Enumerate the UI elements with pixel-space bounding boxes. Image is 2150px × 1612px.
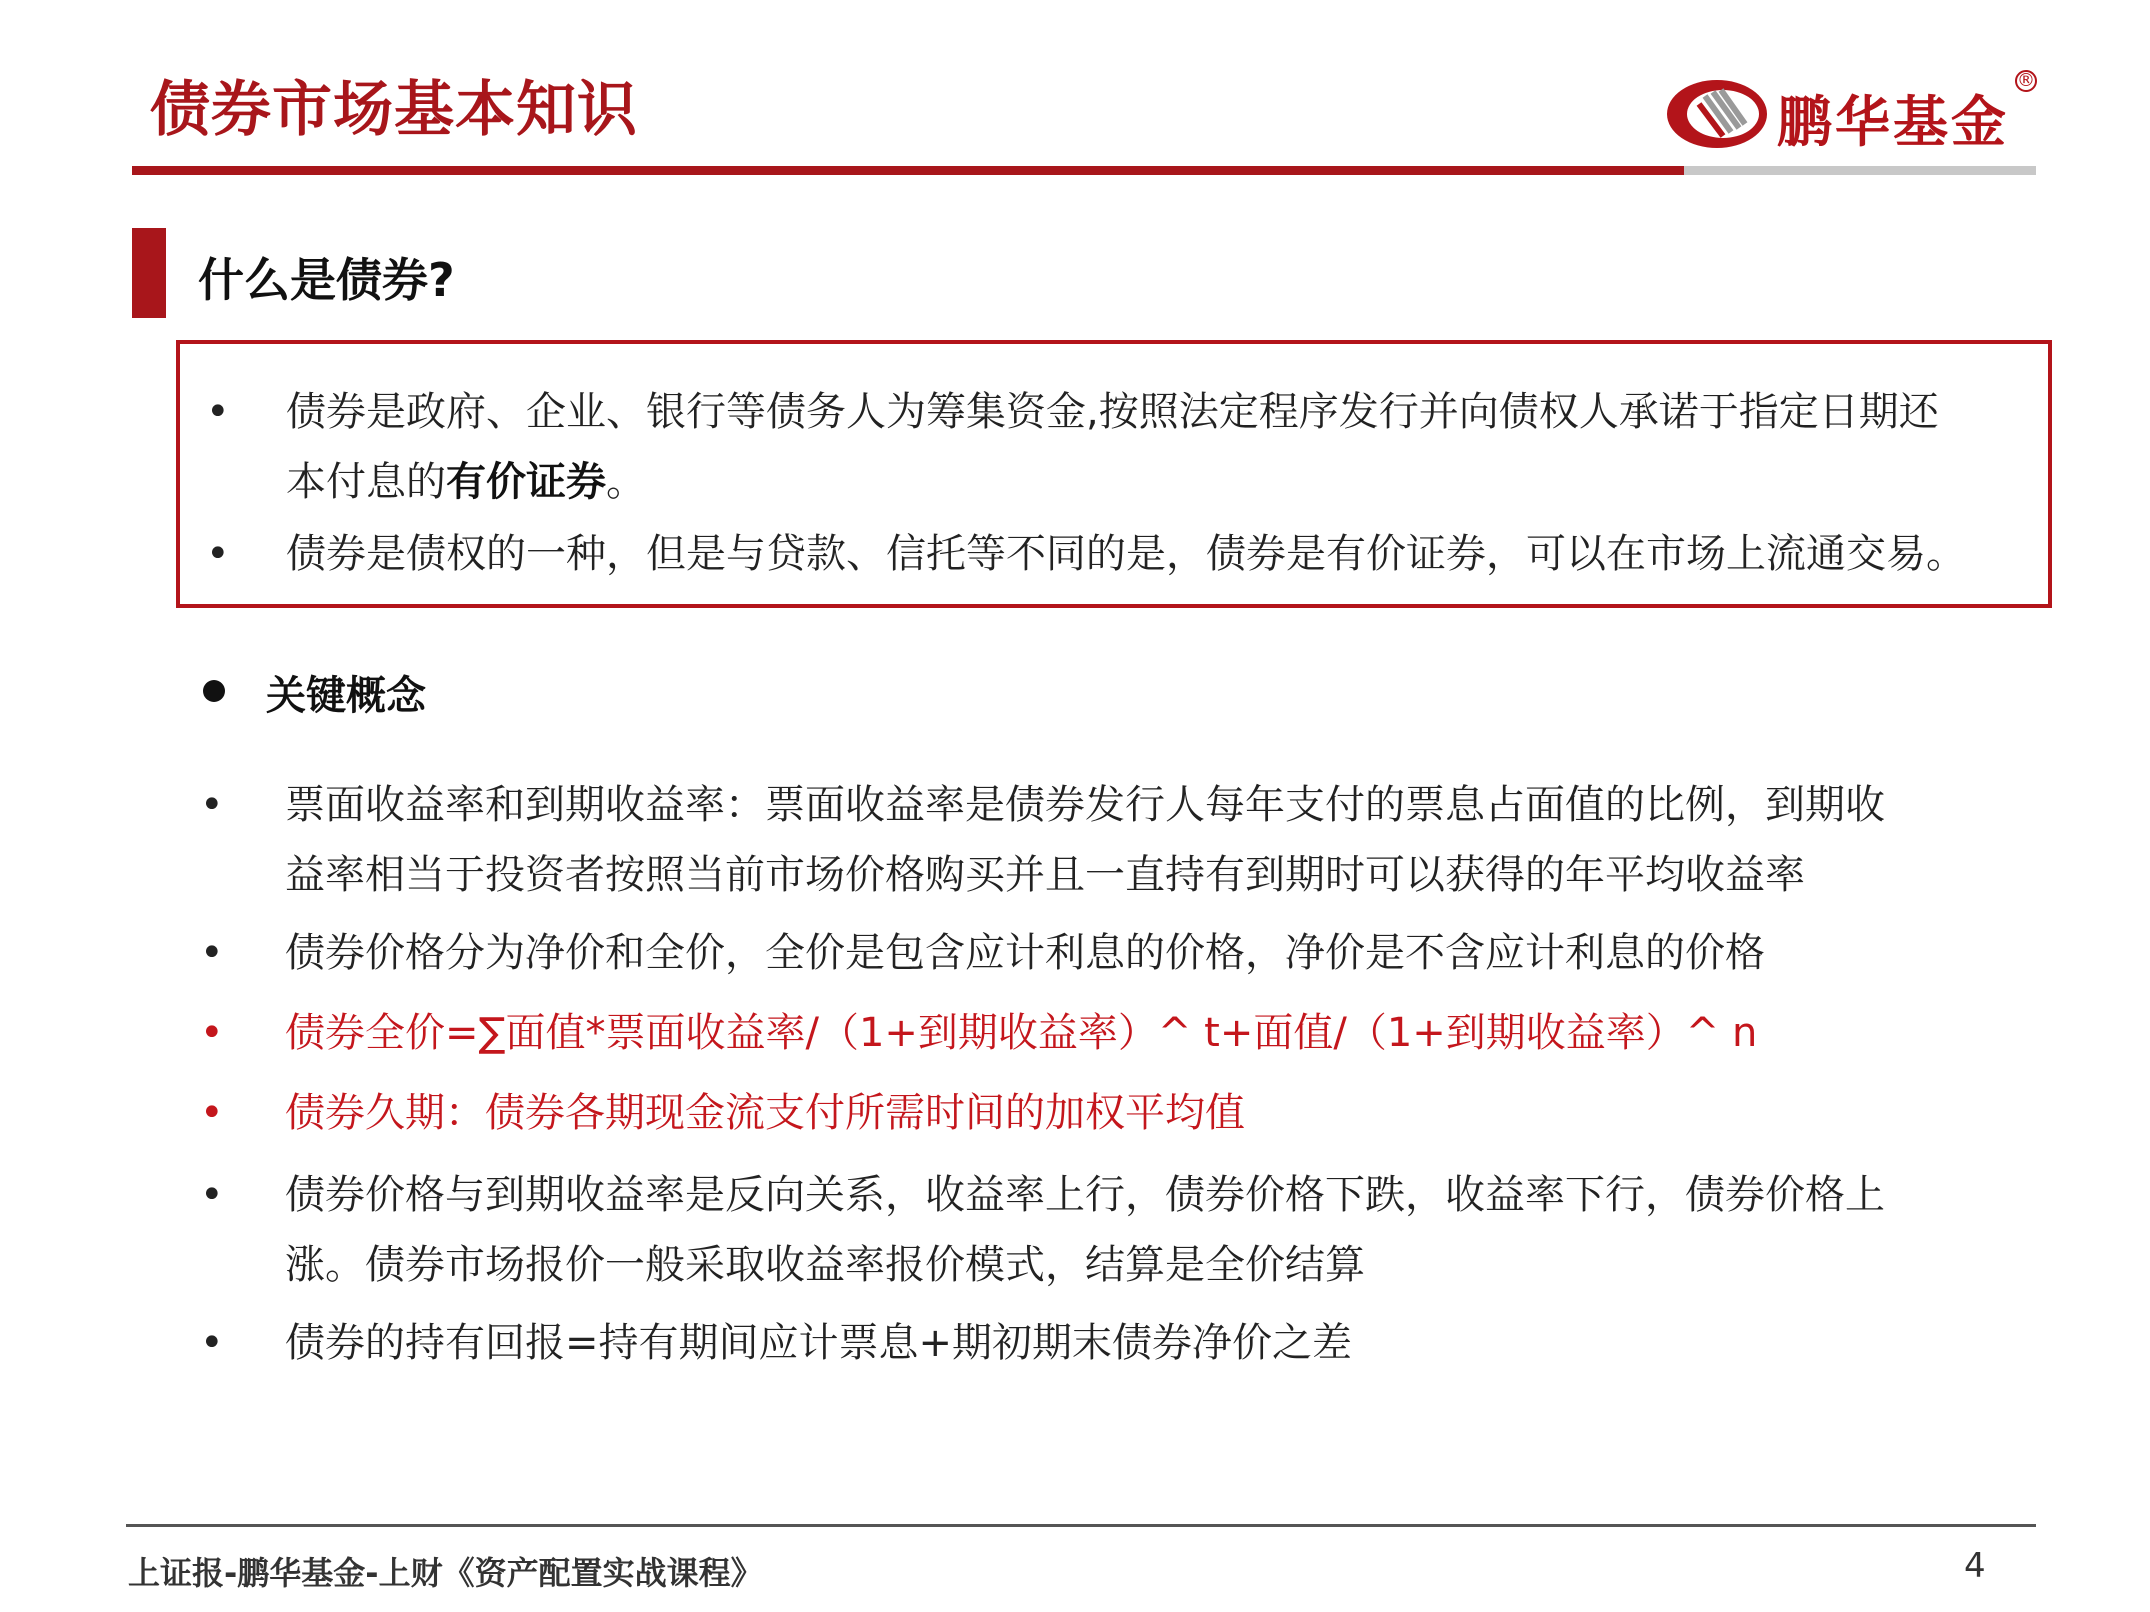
title-rule [132, 166, 1684, 175]
bond-price-formula: 债券全价=∑面值*票面收益率/（1+到期收益率）^ t+面值/（1+到期收益率）^ n [285, 1010, 1758, 1056]
bullet-icon: • [200, 1010, 224, 1056]
footer-text: 上证报-鹏华基金-上财《资产配置实战课程》 [128, 1554, 763, 1592]
page-number: 4 [1964, 1546, 1986, 1586]
footer-rule [126, 1524, 2036, 1527]
page-title: 债券市场基本知识 [150, 75, 638, 145]
section-marker [132, 228, 166, 318]
section-heading: 什么是债券? [198, 253, 455, 307]
bullet-icon: • [200, 1090, 224, 1136]
title-rule-accent [1684, 166, 2036, 175]
bullet-icon: • [200, 1172, 224, 1218]
logo-text: 鹏华基金 [1777, 90, 2010, 154]
emphasis-text: 有价证券 [446, 459, 606, 505]
key-concepts-heading: 关键概念 [266, 673, 426, 719]
filled-circle-icon [203, 680, 225, 702]
bullet-icon: • [200, 782, 224, 828]
bullet-icon: • [206, 389, 230, 435]
bullet-icon: • [200, 930, 224, 976]
registered-mark: ® [2017, 70, 2035, 91]
company-logo [1665, 70, 2045, 154]
logo-emblem-icon [1665, 74, 1775, 154]
bullet-icon: • [200, 1320, 224, 1366]
bullet-icon: • [206, 531, 230, 577]
